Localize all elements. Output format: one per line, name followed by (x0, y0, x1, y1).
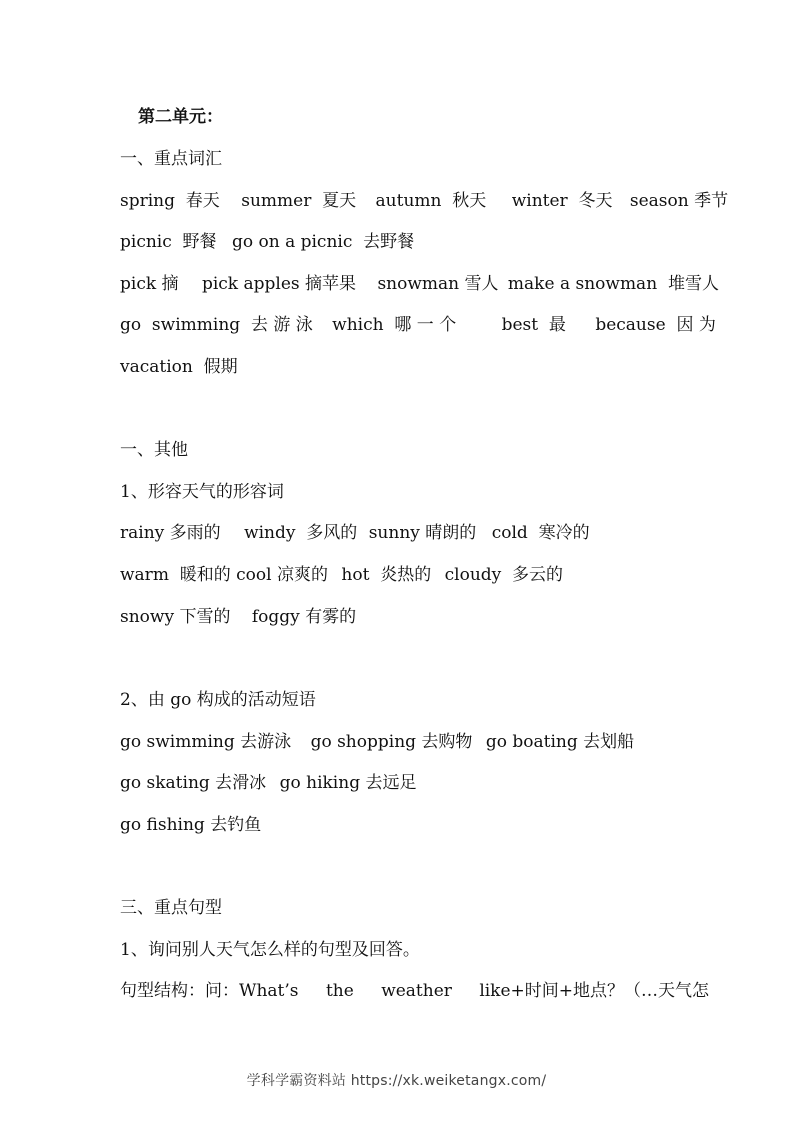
weather-term: warm 暖和的 cool 凉爽的 (120, 565, 328, 585)
pattern-structure-line (120, 980, 709, 1002)
subsection-title-weather-adjectives: 1、形容天气的形容词 (120, 482, 284, 502)
section-heading-vocabulary: 一、重点词汇 (120, 149, 222, 169)
vocab-term: best 最 (501, 315, 566, 335)
vocab-term: go on a picnic 去野餐 (231, 232, 415, 252)
vocab-row-3 (120, 273, 719, 295)
weather-row-1 (120, 522, 590, 544)
vocab-row-2 (120, 231, 414, 253)
vocab-term: summer 夏天 (241, 191, 357, 211)
vocab-term: spring 春天 (120, 191, 220, 211)
phrase-term: go hiking 去远足 (279, 773, 417, 793)
vocab-row-5 (120, 356, 238, 378)
section-heading-sentence-patterns: 三、重点句型 (120, 898, 222, 918)
weather-term: foggy 有雾的 (251, 607, 357, 627)
phrase-term: go fishing 去钓鱼 (120, 815, 262, 835)
vocab-term: make a snowman 堆雪人 (507, 274, 719, 294)
weather-term: sunny 晴朗的 (368, 523, 477, 543)
pattern-part: 句型结构：问：What’s (120, 981, 299, 1001)
phrase-term: go swimming 去游泳 (120, 732, 292, 752)
weather-row-3 (120, 606, 356, 628)
weather-term: windy 多风的 (244, 523, 358, 543)
weather-term: snowy 下雪的 (120, 607, 231, 627)
weather-term: cold 寒冷的 (491, 523, 590, 543)
vocab-term: winter 冬天 (511, 191, 613, 211)
pattern-part: like+时间+地点？（…天气怎 (479, 981, 710, 1001)
vocab-term: snowman 雪人 (377, 274, 499, 294)
phrase-row-3 (120, 814, 261, 836)
phrase-row-2 (120, 772, 416, 794)
section-heading-other: 一、其他 (120, 440, 188, 460)
unit-title: 第二单元： (138, 107, 223, 127)
vocab-term: picnic 野餐 (120, 232, 217, 252)
vocab-row-1 (120, 190, 728, 212)
weather-term: hot 炎热的 (341, 565, 432, 585)
pattern-part: the (325, 981, 354, 1001)
footer-watermark: 学科学霸资料站 https://xk.weiketangx.com/ (246, 1073, 547, 1089)
phrase-term: go boating 去划船 (485, 732, 635, 752)
vocab-term: season 季节 (629, 191, 729, 211)
vocab-term: autumn 秋天 (375, 191, 487, 211)
vocab-term: which 哪 一 个 (332, 315, 457, 335)
vocab-term: pick apples 摘苹果 (201, 274, 357, 294)
vocab-term: vacation 假期 (120, 357, 238, 377)
phrase-row-1 (120, 731, 634, 753)
vocab-term: because 因 为 (595, 315, 716, 335)
weather-term: rainy 多雨的 (120, 523, 221, 543)
weather-term: cloudy 多云的 (444, 565, 564, 585)
vocab-term: pick 摘 (120, 274, 179, 294)
phrase-term: go skating 去滑冰 (120, 773, 267, 793)
phrase-term: go shopping 去购物 (310, 732, 473, 752)
pattern-part: weather (381, 981, 452, 1001)
vocab-row-4 (120, 314, 716, 336)
vocab-term: go swimming 去 游 泳 (120, 315, 313, 335)
weather-row-2 (120, 564, 563, 586)
subsection-title-go-phrases: 2、由 go 构成的活动短语 (120, 690, 316, 710)
pattern-item-title: 1、询问别人天气怎么样的句型及回答。 (120, 940, 420, 960)
